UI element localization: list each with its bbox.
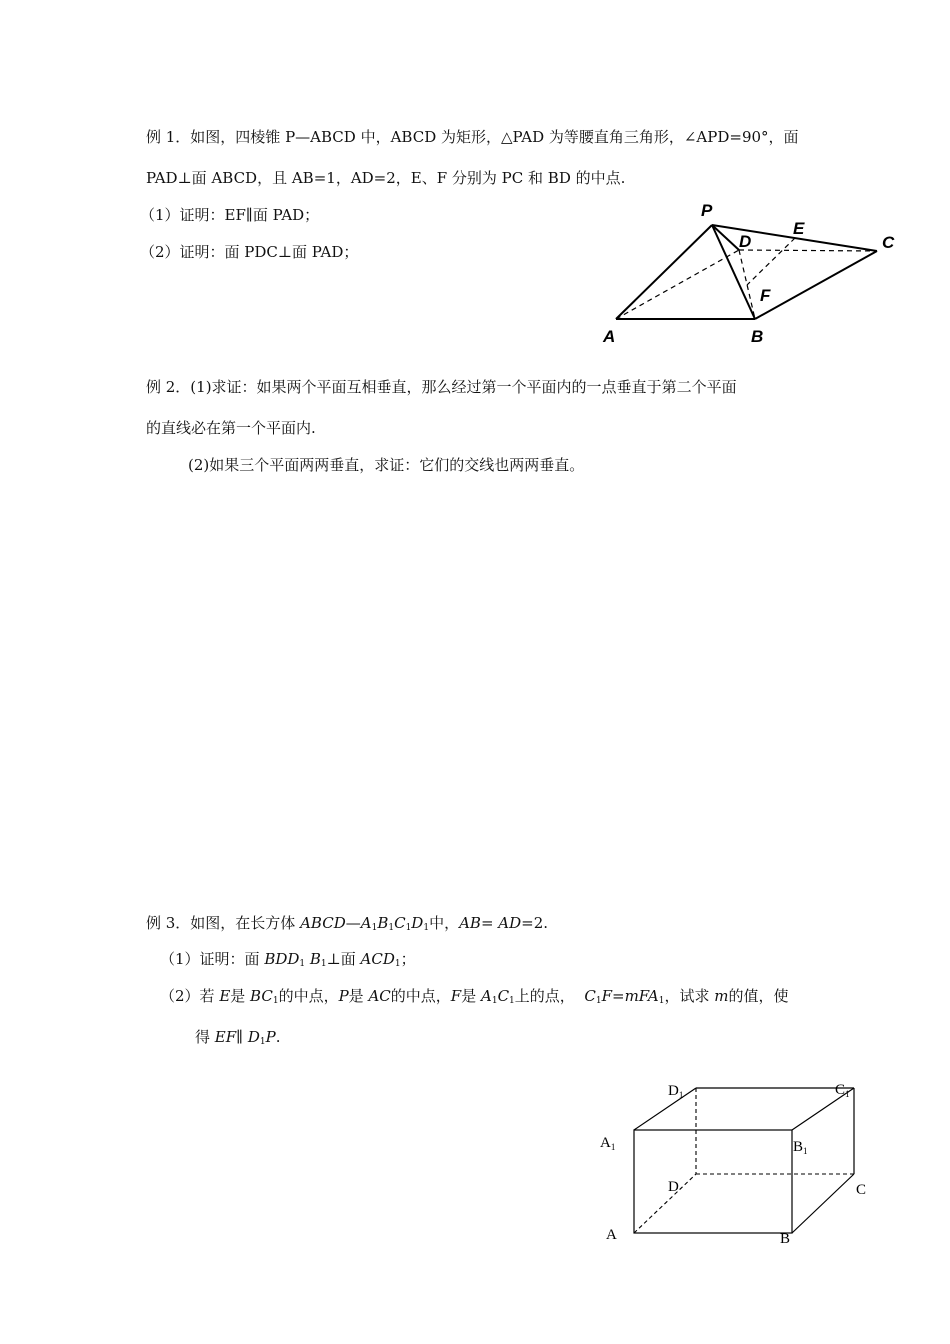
label-A: A [606, 1227, 617, 1243]
label-C: C [882, 233, 895, 252]
ex1-line2: PAD⊥面 ABCD，且 AB=1，AD=2，E、F 分别为 PC 和 BD 的中点. [146, 169, 626, 187]
cuboid-figure [590, 1070, 890, 1255]
label-F: F [760, 286, 771, 305]
label-A: A [603, 327, 616, 346]
ex2-line3: (2)如果三个平面两两垂直，求证：它们的交线也两两垂直。 [188, 456, 585, 474]
ex2-line2: 的直线必在第一个平面内. [146, 419, 316, 437]
label-B: B [751, 327, 764, 346]
pyramid-figure [595, 195, 915, 350]
ex1-question1: （1）证明：EF∥面 PAD； [140, 206, 320, 224]
ex3-question2: （2）若 E是 $BC_1$的中点，P是 AC的中点，F是 $A_1C_1$上的点， $C_1F=mFA_1$，试求 m的值，使 [160, 987, 789, 1006]
label-C1: $C_1$ [835, 1082, 850, 1099]
ex1-line1: 例 1．如图，四棱锥 P—ABCD 中，ABCD 为矩形，△PAD 为等腰直角三角形，∠APD=90°，面 [146, 128, 799, 146]
ex3-question1: （1）证明：面 $BDD_1$ $B_1\perp$面 $ACD_1$； [160, 950, 416, 969]
label-C: C [856, 1182, 867, 1198]
label-A1: $A_1$ [600, 1135, 616, 1152]
ex3-question2-cont: 得 EF∥ $D_1P$. [195, 1028, 281, 1047]
label-B: B [780, 1231, 791, 1247]
cuboid-solid-edges [634, 1088, 854, 1233]
label-D: D [739, 232, 752, 251]
label-P: P [701, 201, 713, 220]
ex1-question2: （2）证明：面 PDC⊥面 PAD； [140, 243, 359, 261]
label-D1: $D_1$ [668, 1083, 684, 1100]
label-E: E [793, 219, 805, 238]
label-B1: $B_1$ [793, 1139, 808, 1156]
ex2-line1: 例 2．(1)求证：如果两个平面互相垂直，那么经过第一个平面内的一点垂直于第二个平面 [146, 378, 737, 396]
label-D: D [668, 1179, 679, 1195]
ex3-line1: 例 3．如图，在长方体 $ABCD—A_1B_1C_1D_1$中，AB= AD=2. [146, 914, 549, 933]
